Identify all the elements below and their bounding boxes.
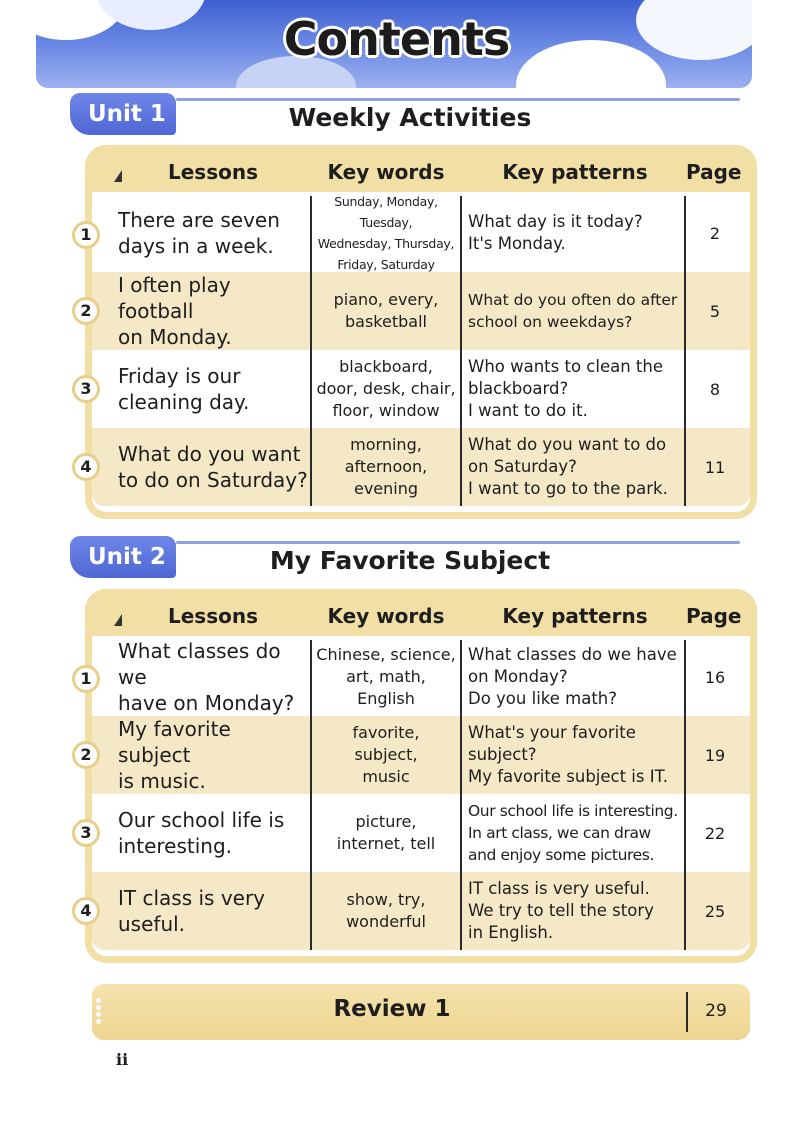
lesson-title: What classes do we have on Monday?: [118, 639, 295, 715]
lesson-number-badge: 1: [72, 221, 100, 249]
unit-1-table: [80, 152, 750, 512]
header-lessons: Lessons: [168, 604, 258, 628]
column-divider: [460, 640, 462, 950]
column-divider: [684, 640, 686, 950]
key-patterns: Our school life is interesting. In art class, we can draw and enjoy some pictures.: [468, 802, 678, 864]
page-number: 11: [704, 457, 726, 477]
key-patterns: IT class is very useful. We try to tell the story in English.: [468, 879, 654, 942]
lesson-number-badge: 3: [72, 375, 100, 403]
header-lessons: Lessons: [168, 160, 258, 184]
lesson-number-badge: 2: [72, 297, 100, 325]
key-words: show, try, wonderful: [346, 890, 426, 931]
table-header: [92, 152, 750, 192]
lesson-number-badge: 4: [72, 453, 100, 481]
unit-1-tab: Unit 1: [70, 93, 176, 135]
lesson-number-badge: 2: [72, 741, 100, 769]
page-folio: ii: [116, 1050, 129, 1069]
key-patterns: What classes do we have on Monday? Do you like math?: [468, 645, 677, 708]
unit-2-divider: [176, 541, 740, 544]
review-page-number: 29: [705, 1001, 727, 1021]
key-words: Sunday, Monday, Tuesday, Wednesday, Thursday, Friday, Saturday: [317, 194, 455, 272]
header-key-patterns: Key patterns: [502, 160, 648, 184]
unit-2-tab: Unit 2: [70, 536, 176, 578]
column-divider: [686, 992, 688, 1032]
unit-1-title: Weekly Activities: [288, 103, 532, 132]
column-divider: [460, 196, 462, 506]
table-row: [80, 428, 750, 506]
key-words: morning, afternoon, evening: [344, 435, 428, 498]
column-divider: [310, 196, 312, 506]
table-row: [80, 638, 750, 716]
key-patterns: What do you often do after school on weekdays?: [468, 291, 678, 331]
table-header: [92, 596, 750, 636]
review-banner: [92, 984, 750, 1040]
page-number: 8: [709, 379, 721, 399]
unit-1-divider: [176, 98, 740, 101]
table-row: [80, 872, 750, 950]
table-row: [80, 350, 750, 428]
key-patterns: What day is it today? It's Monday.: [468, 212, 643, 253]
key-words: Chinese, science, art, math, English: [316, 645, 456, 708]
lesson-number-badge: 3: [72, 819, 100, 847]
page-number: 5: [709, 301, 721, 321]
unit-2-title: My Favorite Subject: [269, 546, 551, 575]
page-number: 2: [709, 223, 721, 243]
lesson-number-badge: 1: [72, 665, 100, 693]
page-title: Contents: [283, 12, 510, 66]
key-patterns: Who wants to clean the blackboard? I want to do it.: [468, 357, 663, 420]
lesson-title: I often play football on Monday.: [118, 273, 232, 349]
lesson-title: What do you want to do on Saturday?: [118, 442, 308, 492]
header-page: Page: [686, 604, 742, 628]
key-patterns: What's your favorite subject? My favorite subject is IT.: [468, 723, 668, 786]
header-key-words: Key words: [327, 604, 445, 628]
header-page: Page: [686, 160, 742, 184]
page-number: 16: [704, 667, 726, 687]
page-number: 25: [704, 901, 726, 921]
column-divider: [684, 196, 686, 506]
lesson-title: My favorite subject is music.: [118, 717, 231, 793]
lesson-title: There are seven days in a week.: [118, 208, 280, 258]
page-number: 19: [704, 745, 726, 765]
table-row: [80, 794, 750, 872]
column-divider: [310, 640, 312, 950]
lesson-title: Friday is our cleaning day.: [118, 364, 250, 414]
table-row: [80, 272, 750, 350]
unit-2-table: [80, 596, 750, 956]
key-words: piano, every, basketball: [333, 290, 439, 331]
header-key-words: Key words: [327, 160, 445, 184]
lesson-number-badge: 4: [72, 897, 100, 925]
table-row: [80, 194, 750, 272]
page-number: 22: [704, 823, 726, 843]
header-key-patterns: Key patterns: [502, 604, 648, 628]
key-patterns: What do you want to do on Saturday? I want to go to the park.: [468, 435, 668, 498]
review-title: Review 1: [333, 996, 451, 1022]
table-row: [80, 716, 750, 794]
key-words: picture, internet, tell: [336, 812, 436, 853]
lesson-title: Our school life is interesting.: [118, 808, 285, 858]
key-words: favorite, subject, music: [352, 723, 420, 786]
key-words: blackboard, door, desk, chair, floor, window: [316, 357, 456, 420]
lesson-title: IT class is very useful.: [118, 886, 266, 936]
